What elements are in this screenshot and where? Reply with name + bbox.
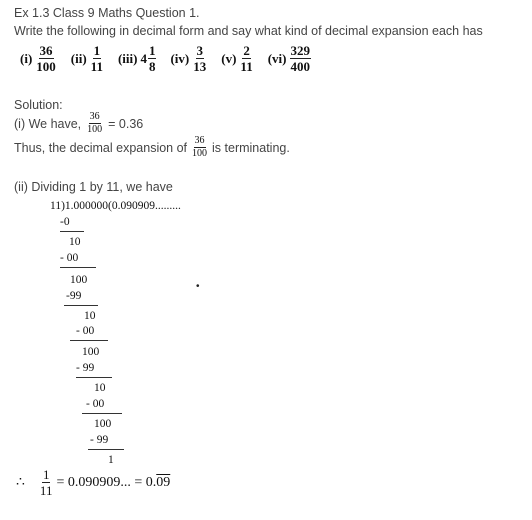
solution-part-ii-intro: (ii) Dividing 1 by 11, we have (14, 180, 173, 194)
division-step: - 00 (76, 325, 95, 337)
division-header: 11)1.000000(0.090909......... (50, 200, 181, 212)
division-step: -0 (60, 216, 70, 228)
solution-part-i: (i) We have, $\frac{36}{100}$ = 0.36 (14, 111, 144, 135)
fraction: $\frac{1}{8}$ (148, 43, 156, 74)
division-step: - 00 (86, 398, 105, 410)
division-rule (60, 267, 96, 268)
division-step: 10 (84, 310, 96, 322)
division-step: 1 (108, 454, 114, 466)
division-step: - 99 (76, 362, 95, 374)
fraction: $\frac{329}{400}$ (290, 43, 310, 74)
question-vi: (vi) $\frac{329}{400}$ (267, 43, 310, 74)
fraction: $\frac{36}{100}$ (36, 43, 56, 74)
fraction: $\frac{1}{11}$ (90, 43, 103, 74)
fraction: $\frac{36}{100}$ (87, 111, 103, 135)
division-step: - 00 (60, 252, 79, 264)
fraction: $\frac{1}{11}$ (39, 467, 53, 498)
solution-part-i-conclusion: Thus, the decimal expansion of $\frac{36}{100}$ is terminating. (14, 135, 290, 159)
division-rule (60, 231, 84, 232)
division-step: 100 (82, 346, 100, 358)
division-step: 10 (94, 382, 106, 394)
division-step: -99 (66, 290, 82, 302)
question-v: (v) $\frac{2}{11}$ (221, 43, 253, 74)
question-ii: (ii) $\frac{1}{11}$ (70, 43, 103, 74)
division-step: 10 (69, 236, 81, 248)
question-iv: (iv) $\frac{3}{13}$ (170, 43, 207, 74)
fraction: $\frac{36}{100}$ (192, 135, 208, 159)
division-rule (82, 413, 122, 414)
division-step: 100 (94, 418, 112, 430)
stray-dot: • (196, 281, 200, 292)
exercise-title: Ex 1.3 Class 9 Maths Question 1. (14, 6, 200, 20)
division-step: 100 (70, 274, 88, 286)
division-step: - 99 (90, 434, 109, 446)
division-rule (70, 340, 108, 341)
division-rule (64, 305, 98, 306)
final-result: ∴ $\frac{1}{11}$ = 0.090909... = 0. 09 (16, 467, 171, 498)
question-iii: (iii) 4 $\frac{1}{8}$ (117, 43, 156, 74)
question-i: (i) $\frac{36}{100}$ (20, 43, 56, 74)
question-list (20, 44, 325, 73)
solution-heading: Solution: (14, 98, 63, 112)
division-rule (76, 377, 112, 378)
fraction: $\frac{2}{11}$ (240, 43, 253, 74)
division-rule (88, 449, 124, 450)
question-instruction: Write the following in decimal form and say what kind of decimal expansion each has (14, 24, 483, 38)
fraction: $\frac{3}{13}$ (193, 43, 207, 74)
